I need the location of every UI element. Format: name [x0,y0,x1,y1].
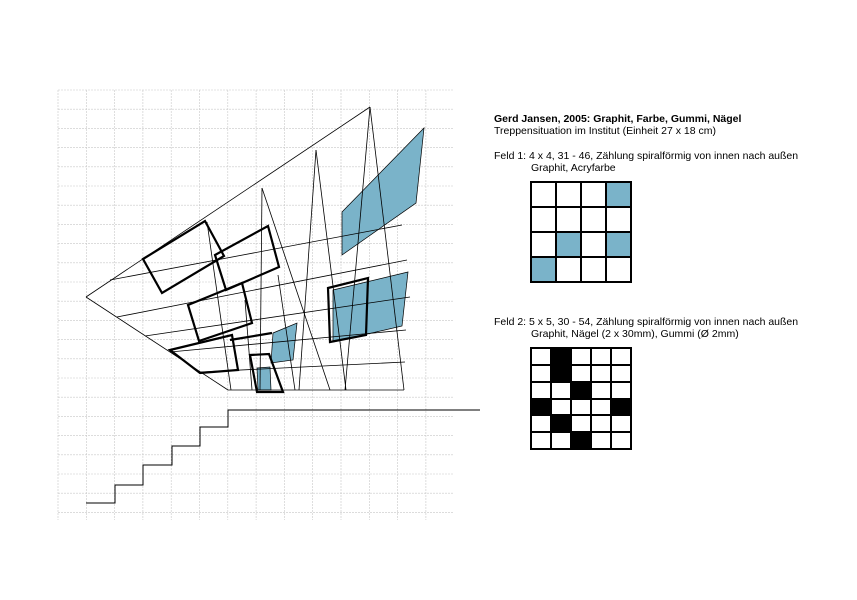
blue-cell [556,232,581,257]
white-cell [591,382,611,399]
white-cell [551,382,571,399]
field1-description: Feld 1: 4 x 4, 31 - 46, Zählung spiralförmig von innen nach außen [494,150,799,162]
perspective-lines [86,107,410,390]
blue-panel-top-right [342,128,424,255]
white-cell [611,432,631,449]
white-cell [531,348,551,365]
white-cell [611,415,631,432]
blue-cell [606,182,631,207]
white-cell [581,182,606,207]
white-cell [571,348,591,365]
black-cell [551,365,571,382]
stairs-and-floor [86,410,480,503]
white-cell [531,432,551,449]
white-cell [531,382,551,399]
white-cell [591,365,611,382]
white-cell [606,257,631,282]
field-outline-upper-right [215,226,279,290]
field1-grid [530,181,632,283]
white-cell [591,399,611,416]
white-cell [531,415,551,432]
white-cell [581,207,606,232]
white-cell [556,257,581,282]
black-cell [551,348,571,365]
black-cell [531,399,551,416]
white-cell [606,207,631,232]
white-cell [591,348,611,365]
white-cell [571,415,591,432]
white-cell [611,382,631,399]
white-cell [551,432,571,449]
white-cell [551,399,571,416]
white-cell [571,365,591,382]
white-cell [611,348,631,365]
black-cell [611,399,631,416]
white-cell [591,415,611,432]
blue-cell [606,232,631,257]
black-cell [571,382,591,399]
white-cell [556,207,581,232]
white-cell [531,365,551,382]
field-outline-edge [230,333,272,340]
field2-description: Feld 2: 5 x 5, 30 - 54, Zählung spiralförmig von innen nach außen [494,316,799,328]
field2-materials: Graphit, Nägel (2 x 30mm), Gummi (Ø 2mm) [531,328,739,340]
black-cell [571,432,591,449]
field1-materials: Graphit, Acryfarbe [531,162,616,174]
white-cell [581,257,606,282]
white-cell [611,365,631,382]
field2-grid [530,347,632,450]
perspective-line [86,297,228,390]
white-cell [531,207,556,232]
white-cell [531,182,556,207]
white-cell [556,182,581,207]
white-cell [571,399,591,416]
staircase [86,410,480,503]
blue-panel-small [271,323,297,363]
white-cell [591,432,611,449]
blue-panel-bottom [257,367,271,390]
page-subtitle: Treppensituation im Institut (Einheit 27 x 18 cm) [494,125,716,137]
black-cell [551,415,571,432]
blue-cell [531,257,556,282]
white-cell [531,232,556,257]
perspective-line [370,107,404,390]
white-cell [581,232,606,257]
page-title: Gerd Jansen, 2005: Graphit, Farbe, Gummi, Nägel [494,113,742,125]
